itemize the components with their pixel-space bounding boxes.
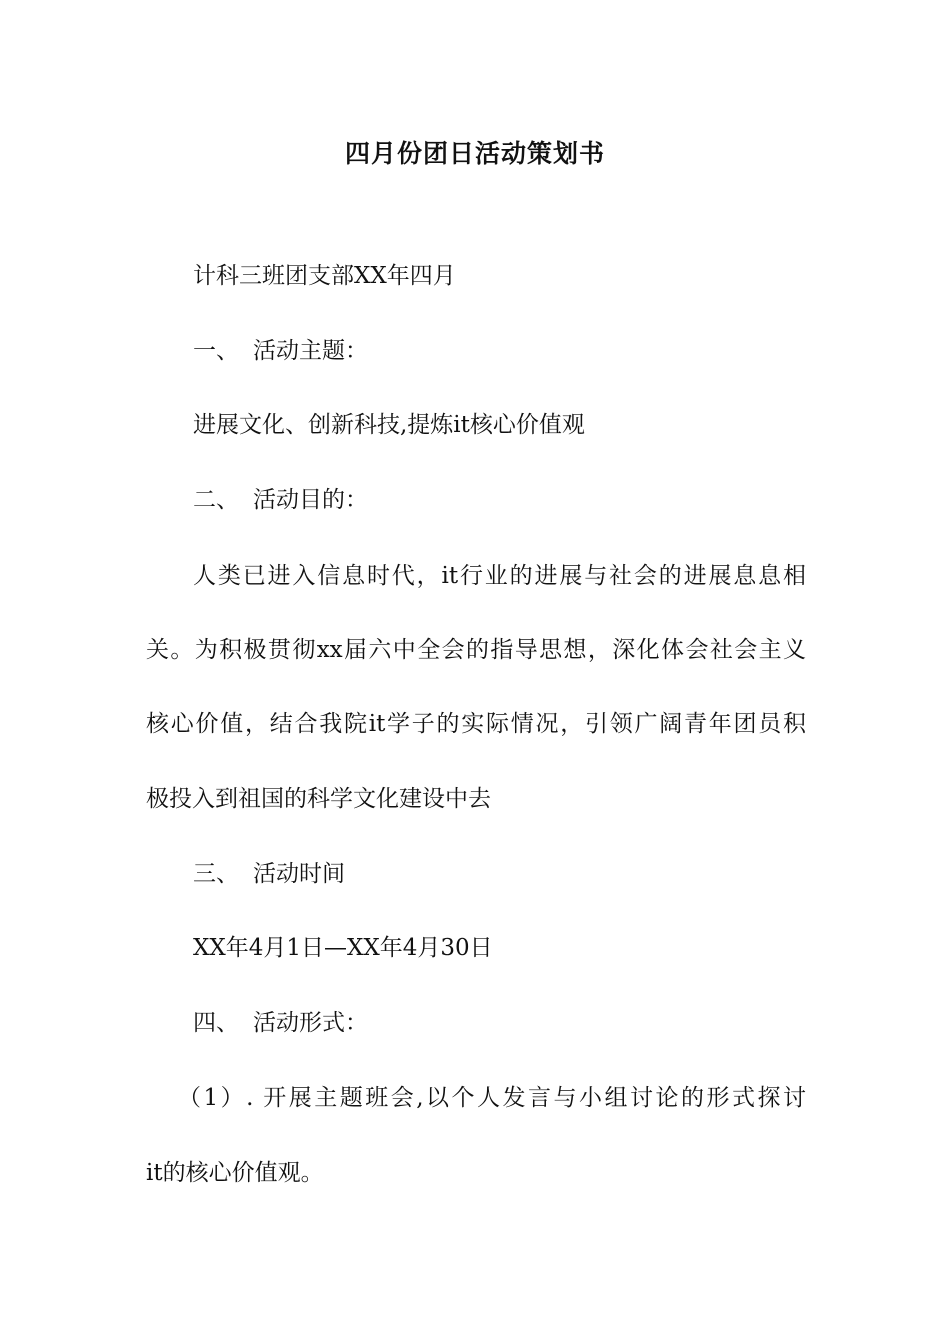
section-number-4: 四、 bbox=[193, 1010, 239, 1036]
document-title: 四月份团日活动策划书 bbox=[344, 139, 605, 168]
org-date-line: 计科三班团支部XX年四月 bbox=[193, 263, 456, 289]
section-body-4-line-2: it的核心价值观。 bbox=[146, 1160, 324, 1186]
section-number-1: 一、 bbox=[193, 338, 239, 364]
section-body-2-line-1: 人类已进入信息时代，it行业的进展与社会的进展息息相 bbox=[193, 563, 806, 589]
section-title-1: 活动主题： bbox=[253, 338, 368, 364]
section-body-1-line-1: 进展文化、创新科技,提炼it核心价值观 bbox=[193, 412, 585, 438]
section-heading-2 bbox=[193, 480, 853, 520]
section-heading-1 bbox=[193, 331, 853, 371]
section-title-3: 活动时间 bbox=[253, 861, 345, 887]
section-body-3-line-1: XX年4月1日—XX年4月30日 bbox=[193, 935, 493, 961]
section-title-2: 活动目的： bbox=[253, 487, 368, 513]
section-heading-3 bbox=[193, 854, 853, 894]
section-heading-4 bbox=[193, 1003, 853, 1043]
section-title-4: 活动形式： bbox=[253, 1010, 368, 1036]
section-number-3: 三、 bbox=[193, 861, 239, 887]
section-body-2-line-4: 极投入到祖国的科学文化建设中去 bbox=[146, 786, 491, 812]
section-body-4-line-1: （1）. 开展主题班会,以个人发言与小组讨论的形式探讨 bbox=[178, 1085, 806, 1111]
section-body-2-line-2: 关。为积极贯彻xx届六中全会的指导思想，深化体会社会主义 bbox=[146, 637, 806, 663]
section-body-2-line-3: 核心价值，结合我院it学子的实际情况，引领广阔青年团员积 bbox=[146, 711, 806, 737]
section-number-2: 二、 bbox=[193, 487, 239, 513]
